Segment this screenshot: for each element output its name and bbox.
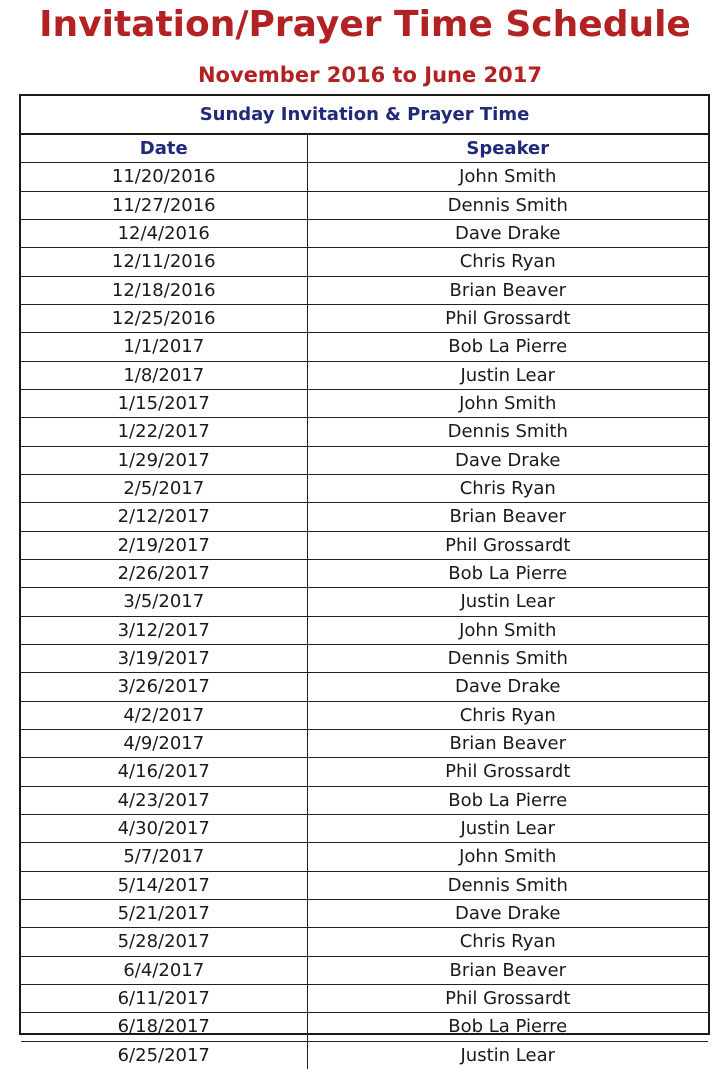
table-row <box>21 786 708 814</box>
table-row <box>21 191 708 219</box>
date-cell: 2/12/2017 <box>21 503 307 531</box>
table-row <box>21 304 708 332</box>
table-row <box>21 673 708 701</box>
speaker-cell: Dennis Smith <box>307 871 708 899</box>
date-cell: 3/5/2017 <box>21 588 307 616</box>
table-row <box>21 843 708 871</box>
table-row <box>21 474 708 502</box>
speaker-cell: Brian Beaver <box>307 956 708 984</box>
table-row <box>21 644 708 672</box>
header-row <box>21 135 708 163</box>
speaker-cell: Bob La Pierre <box>307 333 708 361</box>
date-cell: 4/2/2017 <box>21 701 307 729</box>
speaker-cell: John Smith <box>307 843 708 871</box>
table-row <box>21 984 708 1012</box>
date-cell: 2/26/2017 <box>21 559 307 587</box>
date-cell: 6/25/2017 <box>21 1041 307 1069</box>
speaker-cell: Bob La Pierre <box>307 1013 708 1041</box>
table-row <box>21 361 708 389</box>
date-cell: 4/9/2017 <box>21 729 307 757</box>
table-row <box>21 163 708 191</box>
speaker-cell: Dennis Smith <box>307 418 708 446</box>
speaker-cell: Phil Grossardt <box>307 531 708 559</box>
speaker-cell: Brian Beaver <box>307 503 708 531</box>
date-cell: 4/30/2017 <box>21 814 307 842</box>
date-cell: 1/29/2017 <box>21 446 307 474</box>
speaker-cell: Bob La Pierre <box>307 786 708 814</box>
date-cell: 3/26/2017 <box>21 673 307 701</box>
speaker-cell: Dennis Smith <box>307 191 708 219</box>
date-cell: 5/7/2017 <box>21 843 307 871</box>
speaker-cell: Dennis Smith <box>307 644 708 672</box>
table-row <box>21 418 708 446</box>
table-row <box>21 389 708 417</box>
column-header-speaker: Speaker <box>307 135 708 163</box>
table-row <box>21 1013 708 1041</box>
date-cell: 12/25/2016 <box>21 304 307 332</box>
table-row <box>21 588 708 616</box>
table-row <box>21 701 708 729</box>
date-cell: 4/16/2017 <box>21 758 307 786</box>
page-title: Invitation/Prayer Time Schedule <box>39 4 691 45</box>
speaker-cell: Dave Drake <box>307 673 708 701</box>
page-subtitle: November 2016 to June 2017 <box>197 63 542 87</box>
speaker-cell: John Smith <box>307 163 708 191</box>
speaker-cell: Chris Ryan <box>307 248 708 276</box>
table-row <box>21 729 708 757</box>
date-cell: 5/21/2017 <box>21 899 307 927</box>
speaker-cell: Dave Drake <box>307 446 708 474</box>
speaker-cell: Brian Beaver <box>307 276 708 304</box>
column-header-date: Date <box>21 135 307 163</box>
speaker-cell: Justin Lear <box>307 588 708 616</box>
table-row <box>21 928 708 956</box>
speaker-cell: Justin Lear <box>307 814 708 842</box>
date-cell: 11/20/2016 <box>21 163 307 191</box>
date-cell: 1/15/2017 <box>21 389 307 417</box>
date-cell: 1/8/2017 <box>21 361 307 389</box>
table-banner: Sunday Invitation & Prayer Time <box>21 96 708 135</box>
schedule-grid <box>21 135 708 1069</box>
speaker-cell: Bob La Pierre <box>307 559 708 587</box>
speaker-cell: Chris Ryan <box>307 474 708 502</box>
date-cell: 12/11/2016 <box>21 248 307 276</box>
speaker-cell: Justin Lear <box>307 361 708 389</box>
speaker-cell: Brian Beaver <box>307 729 708 757</box>
table-row <box>21 531 708 559</box>
date-cell: 11/27/2016 <box>21 191 307 219</box>
date-cell: 1/22/2017 <box>21 418 307 446</box>
table-row <box>21 276 708 304</box>
table-row <box>21 503 708 531</box>
date-cell: 2/19/2017 <box>21 531 307 559</box>
table-row <box>21 333 708 361</box>
date-cell: 12/18/2016 <box>21 276 307 304</box>
date-cell: 12/4/2016 <box>21 219 307 247</box>
date-cell: 6/4/2017 <box>21 956 307 984</box>
date-cell: 6/11/2017 <box>21 984 307 1012</box>
table-row <box>21 219 708 247</box>
table-row <box>21 871 708 899</box>
date-cell: 1/1/2017 <box>21 333 307 361</box>
speaker-cell: John Smith <box>307 389 708 417</box>
table-row <box>21 956 708 984</box>
speaker-cell: Phil Grossardt <box>307 304 708 332</box>
table-row <box>21 446 708 474</box>
table-row <box>21 559 708 587</box>
date-cell: 3/12/2017 <box>21 616 307 644</box>
date-cell: 6/18/2017 <box>21 1013 307 1041</box>
table-row <box>21 899 708 927</box>
table-row <box>21 616 708 644</box>
schedule-rows <box>21 163 708 1069</box>
speaker-cell: Chris Ryan <box>307 701 708 729</box>
table-row <box>21 1041 708 1069</box>
table-row <box>21 248 708 276</box>
date-cell: 5/14/2017 <box>21 871 307 899</box>
speaker-cell: John Smith <box>307 616 708 644</box>
speaker-cell: Dave Drake <box>307 219 708 247</box>
speaker-cell: Chris Ryan <box>307 928 708 956</box>
speaker-cell: Dave Drake <box>307 899 708 927</box>
speaker-cell: Phil Grossardt <box>307 758 708 786</box>
speaker-cell: Justin Lear <box>460 1044 555 1066</box>
speaker-cell: Phil Grossardt <box>307 984 708 1012</box>
date-cell: 3/19/2017 <box>21 644 307 672</box>
date-cell: 2/5/2017 <box>21 474 307 502</box>
table-row <box>21 814 708 842</box>
schedule-table <box>19 94 710 1066</box>
date-cell: 5/28/2017 <box>21 928 307 956</box>
date-cell: 4/23/2017 <box>21 786 307 814</box>
table-row <box>21 758 708 786</box>
